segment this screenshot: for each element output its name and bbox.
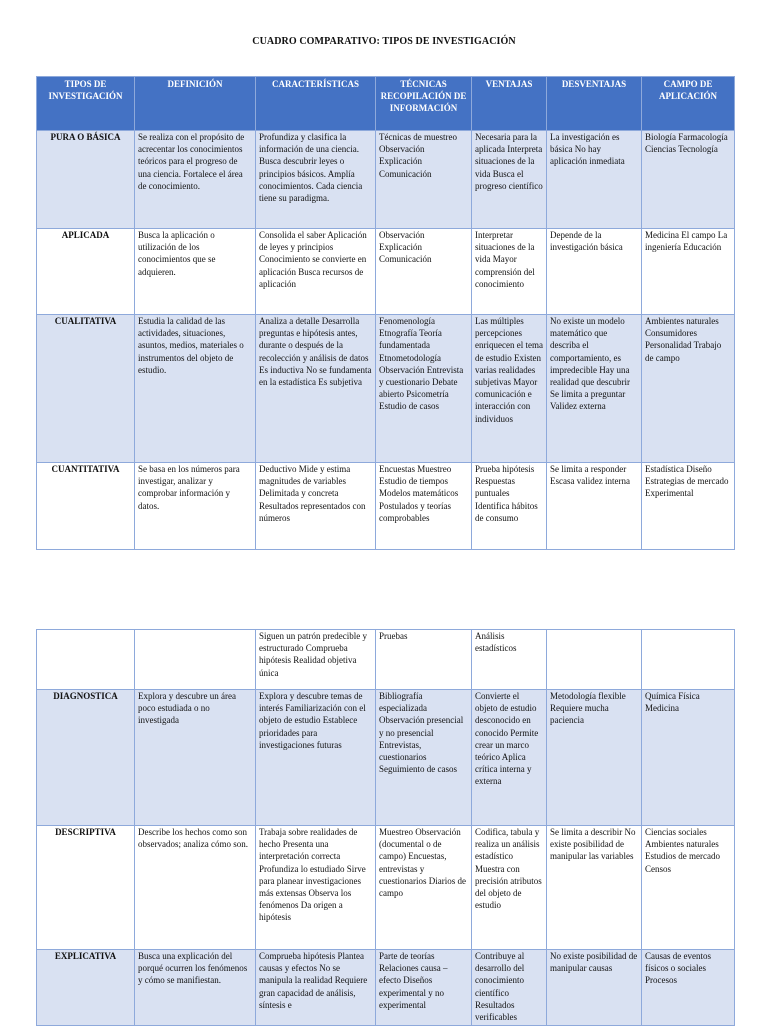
definition-cell: Estudia la calidad de las actividades, situaciones, asuntos, medios, materiales o instrumentos del objeto de estudio.: [135, 315, 256, 463]
definition-cell: Busca la aplicación o utilización de los conocimientos que se adquieren.: [135, 229, 256, 315]
research-type: PURA O BÁSICA: [37, 131, 135, 229]
research-type: APLICADA: [37, 229, 135, 315]
advantages-cell: Convierte el objeto de estudio desconocido en conocido Permite crear un marco teórico Aplica crítica interna y externa: [472, 690, 547, 826]
header-types: TIPOS DE INVESTIGACIÓN: [37, 77, 135, 131]
definition-cell: Describe los hechos como son observados; analiza cómo son.: [135, 826, 256, 950]
fields-cell: Ciencias sociales Ambientes naturales Estudios de mercado Censos: [642, 826, 735, 950]
disadvantages-cell: Metodología flexible Requiere mucha paciencia: [547, 690, 642, 826]
advantages-cell: Prueba hipótesis Respuestas puntuales Identifica hábitos de consumo: [472, 463, 547, 550]
fields-cell: Química Física Medicina: [642, 690, 735, 826]
techniques-cell: Técnicas de muestreo Observación Explicación Comunicación: [376, 131, 472, 229]
fields-cell: Medicina El campo La ingeniería Educación: [642, 229, 735, 315]
advantages-cell: Las múltiples percepciones enriquecen el tema de estudio Existen varias realidades subjetivas Mayor comunicación e interacción con individuos: [472, 315, 547, 463]
characteristics-cell: Comprueba hipótesis Plantea causas y efectos No se manipula la realidad Requiere gran capacidad de análisis, síntesis e: [256, 950, 376, 1026]
table-row: [37, 950, 735, 1026]
comparison-table-page-2: [36, 629, 735, 1026]
techniques-cell: Bibliografía especializada Observación presencial y no presencial Entrevistas, cuestionarios Seguimiento de casos: [376, 690, 472, 826]
header-row: [37, 77, 735, 131]
characteristics-cell: Profundiza y clasifica la información de una ciencia. Busca descubrir leyes o principios básicos. Amplía conocimientos. Cada ciencia tiene su paradigma.: [256, 131, 376, 229]
research-type: [37, 630, 135, 690]
disadvantages-cell: Se limita a responder Escasa validez interna: [547, 463, 642, 550]
definition-cell: [135, 630, 256, 690]
page-title: CUADRO COMPARATIVO: TIPOS DE INVESTIGACIÓN: [252, 36, 516, 47]
disadvantages-cell: [547, 630, 642, 690]
table-row: [37, 826, 735, 950]
techniques-cell: Muestreo Observación (documental o de campo) Encuestas, entrevistas y cuestionarios Diarios de campo: [376, 826, 472, 950]
fields-cell: [642, 630, 735, 690]
table-row: [37, 690, 735, 826]
characteristics-cell: Deductivo Mide y estima magnitudes de variables Delimitada y concreta Resultados representados con números: [256, 463, 376, 550]
characteristics-cell: Explora y descubre temas de interés Familiarización con el objeto de estudio Establece prioridades para investigaciones futuras: [256, 690, 376, 826]
table-row: [37, 229, 735, 315]
research-type: EXPLICATIVA: [37, 950, 135, 1026]
header-techniques: TÉCNICAS RECOPILACIÓN DE INFORMACIÓN: [376, 77, 472, 131]
definition-cell: Se realiza con el propósito de acrecentar los conocimientos teóricos para el progreso de una ciencia. Fortalece el área de conocimiento.: [135, 131, 256, 229]
characteristics-cell: Trabaja sobre realidades de hecho Presenta una interpretación correcta Profundiza lo estudiado Sirve para planear investigaciones más extensas Observa los fenómenos Da origen a hipótesis: [256, 826, 376, 950]
disadvantages-cell: Se limita a describir No existe posibilidad de manipular las variables: [547, 826, 642, 950]
fields-cell: Ambientes naturales Consumidores Personalidad Trabajo de campo: [642, 315, 735, 463]
comparison-table-page-1: [36, 76, 735, 550]
table-row: [37, 630, 735, 690]
table-row: [37, 463, 735, 550]
header-characteristics: CARACTERÍSTICAS: [256, 77, 376, 131]
techniques-cell: Pruebas: [376, 630, 472, 690]
advantages-cell: Necesaria para la aplicada Interpreta situaciones de la vida Busca el progreso científico: [472, 131, 547, 229]
fields-cell: Estadística Diseño Estrategias de mercado Experimental: [642, 463, 735, 550]
research-type: CUANTITATIVA: [37, 463, 135, 550]
techniques-cell: Fenomenología Etnografía Teoría fundamentada Etnometodología Observación Entrevista y cuestionario Debate abierto Psicometría Estudio de casos: [376, 315, 472, 463]
fields-cell: Causas de eventos físicos o sociales Procesos: [642, 950, 735, 1026]
characteristics-cell: Consolida el saber Aplicación de leyes y principios Conocimiento se convierte en aplicación Busca recursos de aplicación: [256, 229, 376, 315]
disadvantages-cell: No existe un modelo matemático que describa el comportamiento, es impredecible Hay una realidad que descubrir Se limita a preguntar Validez externa: [547, 315, 642, 463]
techniques-cell: Parte de teorías Relaciones causa – efecto Diseños experimental y no experimental: [376, 950, 472, 1026]
research-type: CUALITATIVA: [37, 315, 135, 463]
definition-cell: Explora y descubre un área poco estudiada o no investigada: [135, 690, 256, 826]
research-type: DESCRIPTIVA: [37, 826, 135, 950]
disadvantages-cell: No existe posibilidad de manipular causas: [547, 950, 642, 1026]
advantages-cell: Interpretar situaciones de la vida Mayor comprensión del conocimiento: [472, 229, 547, 315]
techniques-cell: Encuestas Muestreo Estudio de tiempos Modelos matemáticos Postulados y teorías comprobables: [376, 463, 472, 550]
advantages-cell: Análisis estadísticos: [472, 630, 547, 690]
characteristics-cell: Siguen un patrón predecible y estructurado Comprueba hipótesis Realidad objetiva única: [256, 630, 376, 690]
research-type: DIAGNOSTICA: [37, 690, 135, 826]
techniques-cell: Observación Explicación Comunicación: [376, 229, 472, 315]
disadvantages-cell: La investigación es básica No hay aplicación inmediata: [547, 131, 642, 229]
fields-cell: Biología Farmacología Ciencias Tecnología: [642, 131, 735, 229]
header-advantages: VENTAJAS: [472, 77, 547, 131]
disadvantages-cell: Depende de la investigación básica: [547, 229, 642, 315]
header-definition: DEFINICIÓN: [135, 77, 256, 131]
table-row: [37, 131, 735, 229]
definition-cell: Busca una explicación del porqué ocurren los fenómenos y cómo se manifiestan.: [135, 950, 256, 1026]
header-fields: CAMPO DE APLICACIÓN: [642, 77, 735, 131]
advantages-cell: Codifica, tabula y realiza un análisis estadístico Muestra con precisión atributos del objeto de estudio: [472, 826, 547, 950]
table-row: [37, 315, 735, 463]
characteristics-cell: Analiza a detalle Desarrolla preguntas e hipótesis antes, durante o después de la recolección y análisis de datos Es inductiva No se fundamenta en la estadística Es subjetiva: [256, 315, 376, 463]
definition-cell: Se basa en los números para investigar, analizar y comprobar información y datos.: [135, 463, 256, 550]
header-disadvantages: DESVENTAJAS: [547, 77, 642, 131]
advantages-cell: Contribuye al desarrollo del conocimiento científico Resultados verificables: [472, 950, 547, 1026]
